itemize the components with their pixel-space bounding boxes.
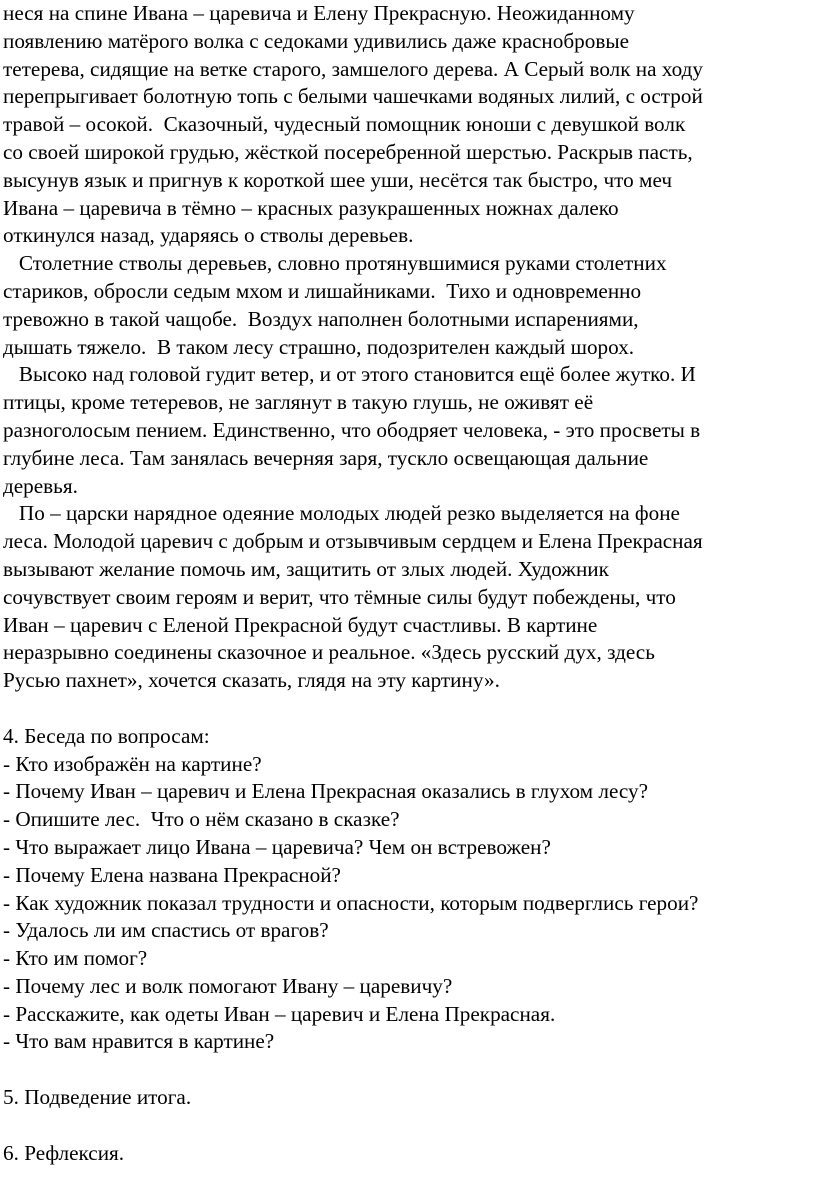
question-item: - Как художник показал трудности и опасности, которым подверглись герои? <box>3 890 699 915</box>
paragraph-royal-clothing <box>3 500 813 695</box>
text-line: со своей широкой грудью, жёсткой посеребренной шерстью. Раскрыв пасть, <box>3 139 693 164</box>
summary-heading: 5. Подведение итога. <box>3 1085 192 1110</box>
text-line: Иван – царевич с Еленой Прекрасной будут счастливы. В картине <box>3 612 598 637</box>
question-item: - Опишите лес. Что о нём сказано в сказке? <box>3 807 400 832</box>
blank-line <box>3 1112 813 1140</box>
text-line: глубине леса. Там занялась вечерняя заря, тускло освещающая дальние <box>3 445 649 470</box>
text-line: Высоко над головой гудит ветер, и от этого становится ещё более жутко. И <box>3 362 696 387</box>
text-line: Столетние стволы деревьев, словно протянувшимися руками столетних <box>3 251 667 276</box>
document-page <box>3 0 813 1167</box>
text-line: Русью пахнет», хочется сказать, глядя на эту картину». <box>3 668 500 693</box>
text-line: Ивана – царевича в тёмно – красных разукрашенных ножнах далеко <box>3 195 619 220</box>
text-line: появлению матёрого волка с седоками удивились даже краснобровые <box>3 28 629 53</box>
paragraph-wind <box>3 361 813 500</box>
question-item: - Кто им помог? <box>3 946 148 971</box>
text-line: птицы, кроме тетеревов, не заглянут в такую глушь, не оживят её <box>3 390 594 415</box>
question-item: - Что вам нравится в картине? <box>3 1029 275 1054</box>
text-line: разноголосым пением. Единственно, что ободряет человека, - это просветы в <box>3 417 701 442</box>
question-item: - Расскажите, как одеты Иван – царевич и Елена Прекрасная. <box>3 1001 556 1026</box>
question-item: - Что выражает лицо Ивана – царевича? Чем он встревожен? <box>3 834 551 859</box>
text-line: дышать тяжело. В таком лесу страшно, подозрителен каждый шорох. <box>3 334 635 359</box>
question-item: - Удалось ли им спастись от врагов? <box>3 918 329 943</box>
section-heading: 4. Беседа по вопросам: <box>3 723 210 748</box>
text-line: откинулся назад, ударяясь о стволы деревьев. <box>3 223 414 248</box>
text-line: стариков, обросли седым мхом и лишайниками. Тихо и одновременно <box>3 278 642 303</box>
text-line: сочувствует своим героям и верит, что тёмные силы будут побеждены, что <box>3 584 676 609</box>
text-line: высунув язык и пригнув к короткой шее уши, несётся так быстро, что меч <box>3 167 672 192</box>
text-line: травой – осокой. Сказочный, чудесный помощник юноши с девушкой волк <box>3 112 686 137</box>
text-line: вызывают желание помочь им, защитить от злых людей. Художник <box>3 556 609 581</box>
paragraph-wolf-ride <box>3 0 813 250</box>
question-item: - Почему Елена названа Прекрасной? <box>3 862 341 887</box>
conversation-section <box>3 723 813 1057</box>
question-item: - Почему лес и волк помогают Ивану – царевичу? <box>3 973 453 998</box>
blank-line <box>3 1056 813 1084</box>
text-line: По – царски нарядное одеяние молодых людей резко выделяется на фоне <box>3 501 680 526</box>
question-item: - Кто изображён на картине? <box>3 751 262 776</box>
text-line: леса. Молодой царевич с добрым и отзывчивым сердцем и Елена Прекрасная <box>3 529 703 554</box>
blank-line <box>3 695 813 723</box>
reflection-heading: 6. Рефлексия. <box>3 1140 125 1165</box>
text-line: неся на спине Ивана – царевича и Елену Прекрасную. Неожиданному <box>3 1 635 25</box>
text-line: тетерева, сидящие на ветке старого, замшелого дерева. А Серый волк на ходу <box>3 56 703 81</box>
paragraph-old-trees <box>3 250 813 361</box>
text-line: неразрывно соединены сказочное и реальное. «Здесь русский дух, здесь <box>3 640 655 665</box>
text-line: тревожно в такой чащобе. Воздух наполнен болотными испарениями, <box>3 306 639 331</box>
text-line: перепрыгивает болотную топь с белыми чашечками водяных лилий, с острой <box>3 84 703 109</box>
question-item: - Почему Иван – царевич и Елена Прекрасная оказались в глухом лесу? <box>3 779 649 804</box>
text-line: деревья. <box>3 473 78 498</box>
